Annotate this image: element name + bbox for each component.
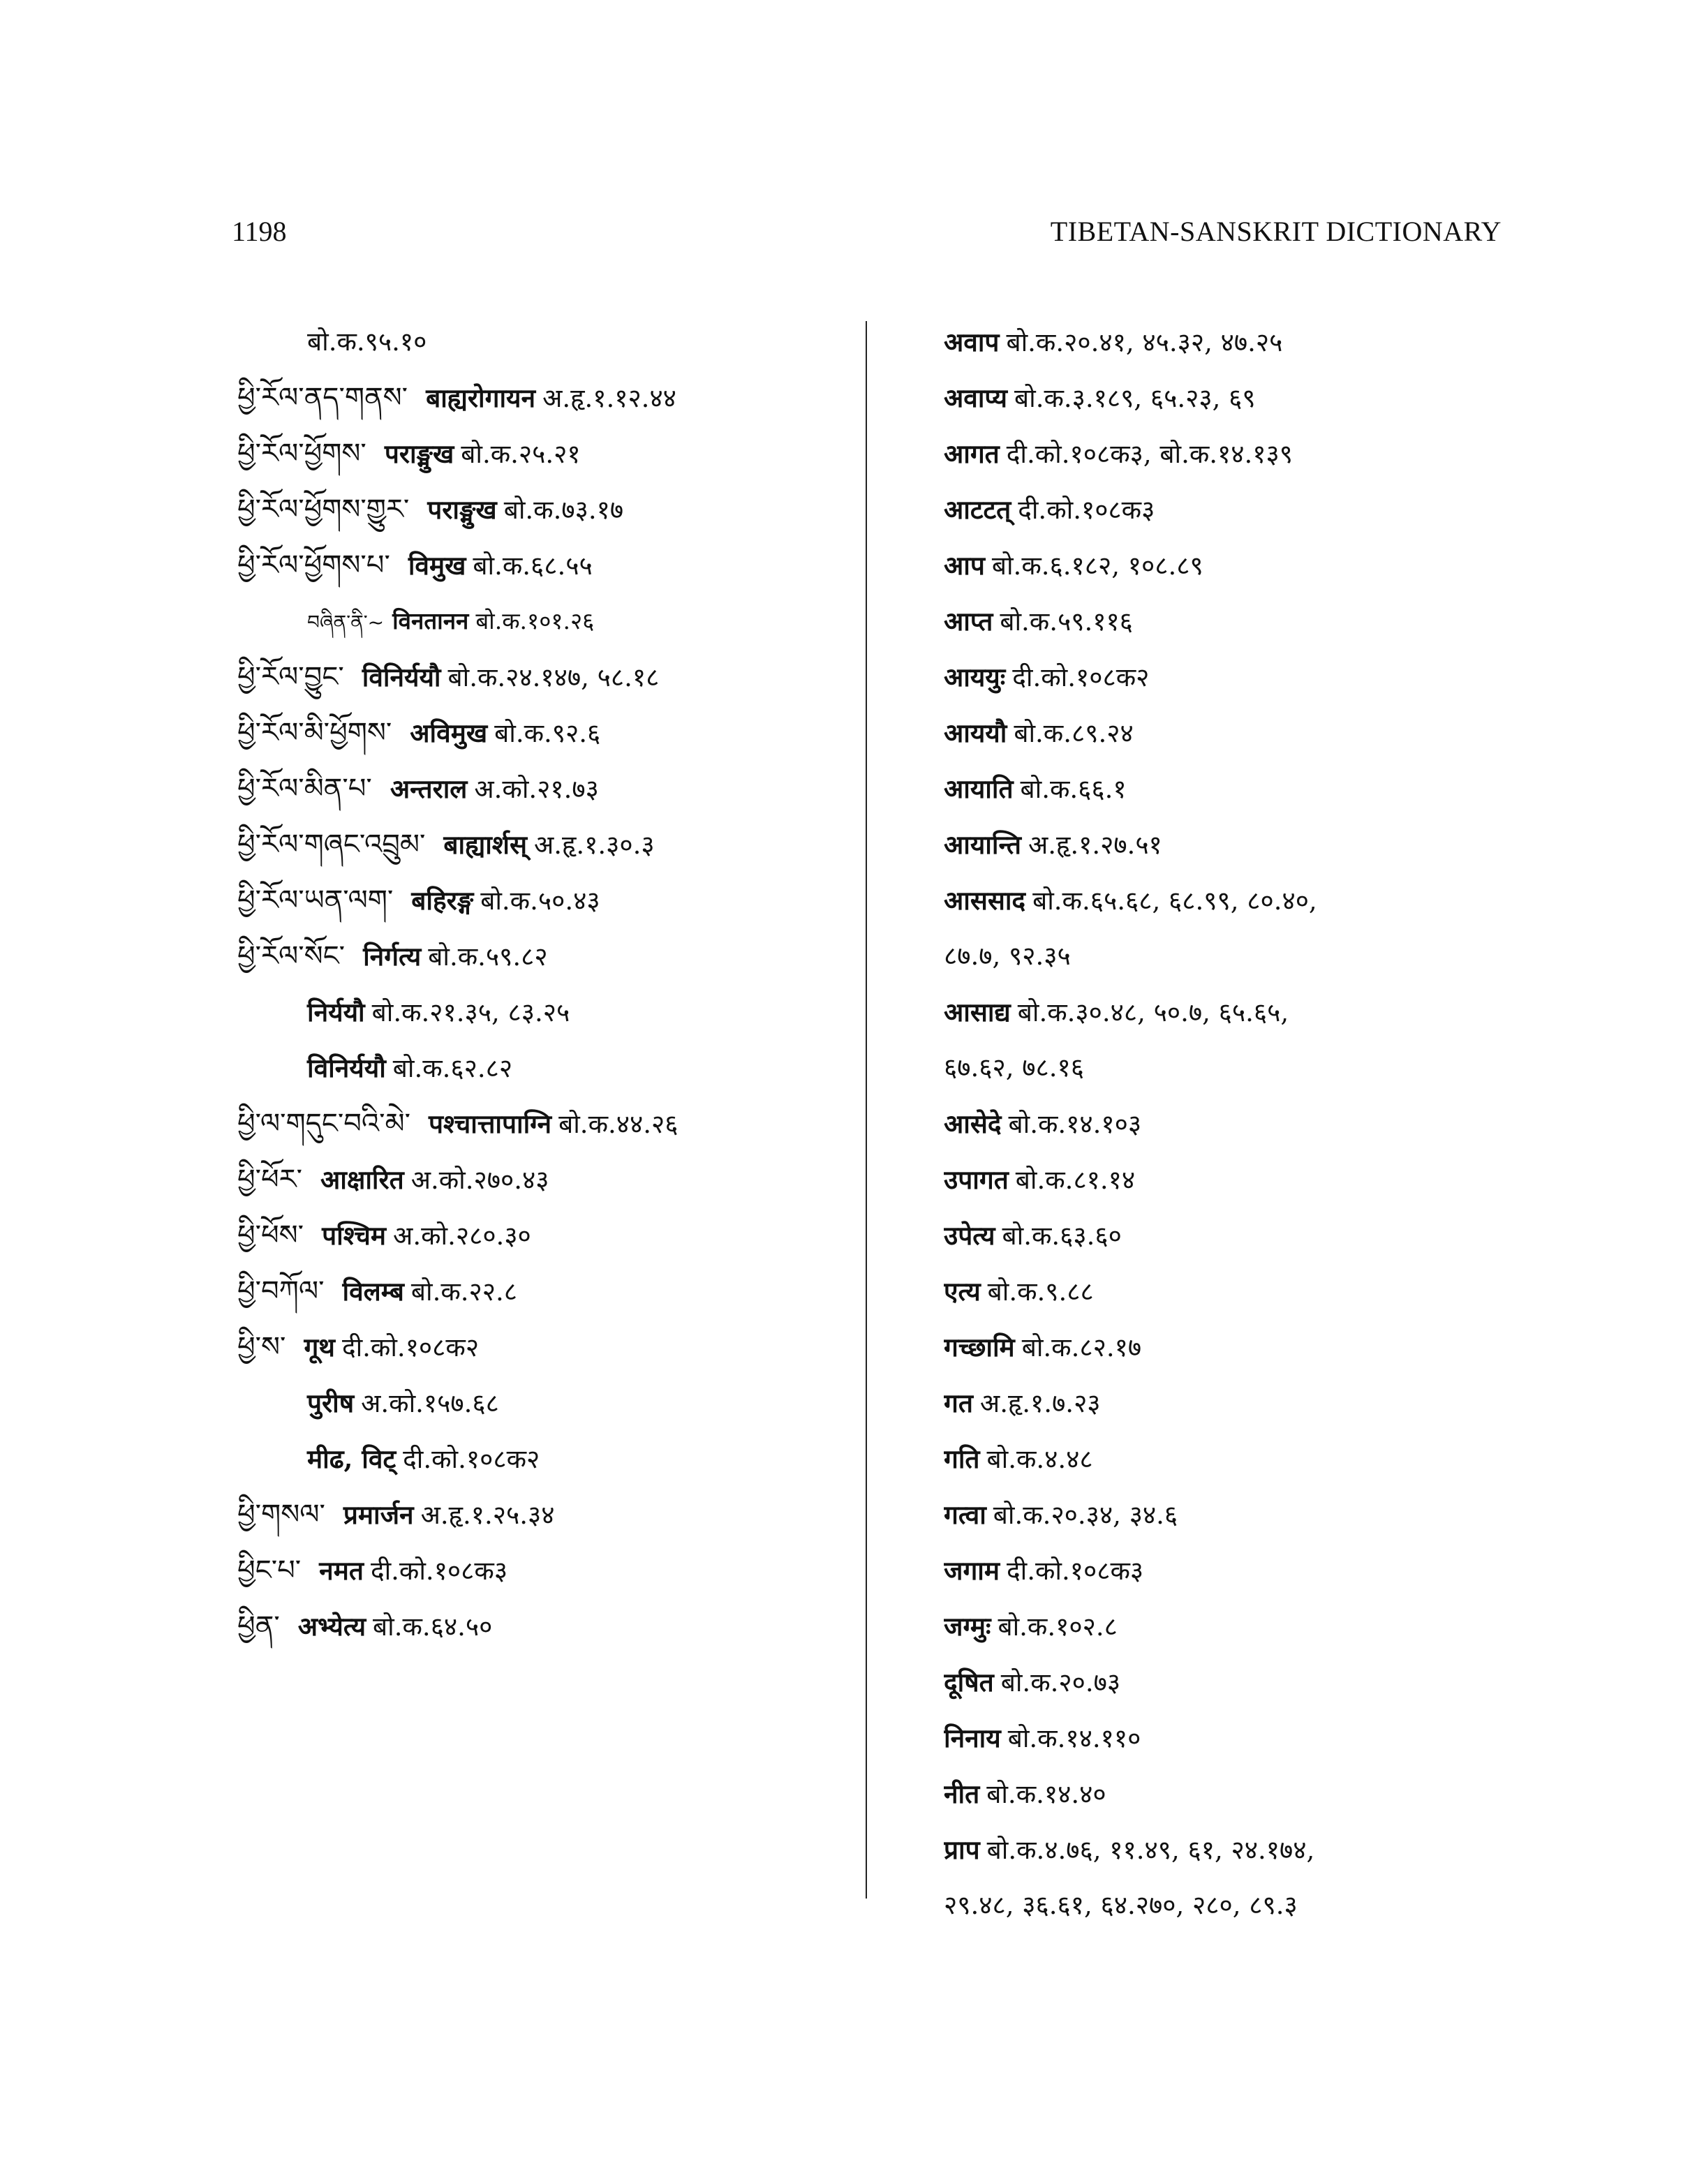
sanskrit-equivalent: आयान्ति: [944, 829, 1021, 860]
running-title: TIBETAN-SANSKRIT DICTIONARY: [1050, 216, 1502, 247]
source-reference: दी.को.१०८क२: [403, 1444, 540, 1474]
tibetan-headword: ཕྱི་རོལ་མིན་པ་: [237, 773, 372, 805]
tibetan-headword: ཕྱི་ཕོར་: [237, 1164, 302, 1196]
source-reference: अ.हृ.१.२५.३४: [420, 1500, 555, 1530]
sanskrit-equivalent: नीत: [944, 1778, 980, 1809]
dictionary-entry: [237, 370, 852, 426]
sanskrit-equivalent: नमत: [319, 1555, 364, 1586]
dictionary-entry: [237, 1543, 852, 1598]
dictionary-entry: [944, 1543, 1544, 1598]
source-reference: बो.क.२४.१४७, ५८.१८: [447, 662, 660, 692]
source-reference: बो.क.१४.४०: [986, 1779, 1106, 1809]
source-reference: बो.क.२०.३४, ३४.६: [993, 1500, 1178, 1530]
sanskrit-equivalent: निर्ययौ: [307, 997, 365, 1027]
source-reference: अ.हृ.१.७.२३: [979, 1388, 1101, 1418]
tibetan-headword: ཕྱིང་པ་: [237, 1554, 302, 1587]
source-reference: बो.क.९५.१०: [307, 327, 427, 357]
dictionary-entry: [237, 928, 852, 984]
dictionary-entry: [944, 817, 1544, 872]
sanskrit-equivalent: आयाति: [944, 773, 1014, 804]
source-reference: अ.को.२१.७३: [474, 774, 599, 804]
sanskrit-equivalent: अन्तराल: [390, 773, 468, 804]
sanskrit-equivalent: एत्य: [944, 1276, 981, 1307]
dictionary-entry: [237, 1208, 852, 1263]
dictionary-entry: [237, 593, 852, 649]
sanskrit-equivalent: गच्छामि: [944, 1332, 1015, 1362]
source-reference: ८७.७, ९२.३५: [944, 941, 1071, 971]
source-reference: बो.क.२०.४१, ४५.३२, ४७.२५: [1006, 327, 1283, 357]
sanskrit-equivalent: उपेत्य: [944, 1220, 995, 1251]
dictionary-entry: [944, 872, 1544, 928]
tibetan-headword: ཕྱི་བཀོལ་: [237, 1275, 325, 1307]
dictionary-entry: [944, 314, 1544, 370]
source-reference: अ.हृ.१.१२.४४: [542, 383, 676, 413]
source-reference: बो.क.६.१८२, १०८.८९: [991, 551, 1203, 581]
dictionary-entry: [944, 761, 1544, 817]
entry-continuation: [944, 928, 1544, 984]
dictionary-entry: [944, 1096, 1544, 1152]
source-reference: दी.को.१०८क२: [1012, 662, 1150, 692]
sanskrit-equivalent: मीढ, विट्: [307, 1443, 396, 1474]
sanskrit-equivalent: जगाम: [944, 1555, 1000, 1586]
dictionary-entry: [944, 482, 1544, 537]
dictionary-entry: [944, 1152, 1544, 1208]
dictionary-entry: [944, 537, 1544, 593]
dictionary-entry: [237, 482, 852, 537]
dictionary-entry: [944, 1710, 1544, 1766]
source-reference: बो.क.६६.१: [1020, 774, 1127, 804]
dictionary-entry: [237, 1152, 852, 1208]
source-reference: बो.क.९२.६: [494, 718, 601, 748]
sanskrit-equivalent: गति: [944, 1443, 980, 1474]
dictionary-entry: [944, 1766, 1544, 1822]
source-reference: अ.हृ.१.२७.५१: [1028, 830, 1162, 860]
dictionary-entry: [237, 1487, 852, 1543]
entry-continuation: [944, 1040, 1544, 1096]
sanskrit-equivalent: आटटत्: [944, 494, 1011, 525]
source-reference: दी.को.१०८क३: [1007, 1556, 1144, 1586]
dictionary-entry: [237, 1319, 852, 1375]
page-header: [0, 208, 1690, 257]
source-reference: बो.क.७३.१७: [503, 495, 624, 525]
source-reference: बो.क.१४.११०: [1007, 1723, 1141, 1753]
dictionary-entry: [237, 1096, 852, 1152]
sanskrit-equivalent: विलम्ब: [342, 1276, 404, 1307]
dictionary-entry: [237, 817, 852, 872]
dictionary-entry: [944, 370, 1544, 426]
source-reference: बो.क.२०.७३: [1000, 1667, 1121, 1698]
tibetan-headword: ཕྱི་ཕོས་: [237, 1219, 304, 1251]
sanskrit-equivalent: आययौ: [944, 718, 1007, 748]
dictionary-entry: [944, 593, 1544, 649]
sanskrit-equivalent: जग्मुः: [944, 1611, 991, 1642]
dictionary-entry: [237, 426, 852, 482]
sanskrit-equivalent: अविमुख: [410, 718, 488, 748]
dictionary-entry: [237, 1431, 852, 1487]
sanskrit-equivalent: पराङ्मुख: [427, 494, 497, 525]
tibetan-headword: ཕྱི་རོལ་ནད་གནས་: [237, 382, 408, 414]
entry-continuation: [944, 1878, 1544, 1933]
dictionary-entry: [237, 1598, 852, 1654]
source-reference: बो.क.५९.८२: [428, 942, 548, 972]
source-reference: ६७.६२, ७८.१६: [944, 1053, 1084, 1083]
sanskrit-equivalent: आगत: [944, 438, 1000, 469]
sanskrit-equivalent: गूथ: [304, 1332, 335, 1362]
dictionary-entry: [237, 314, 852, 370]
sanskrit-equivalent: विमुख: [408, 550, 466, 581]
sanskrit-equivalent: आक्षारित: [320, 1164, 404, 1195]
dictionary-entry: [944, 984, 1544, 1040]
dictionary-entry: [944, 1375, 1544, 1431]
sanskrit-equivalent: आययुः: [944, 662, 1006, 692]
sanskrit-equivalent: पराङ्मुख: [384, 438, 454, 469]
dictionary-entry: [944, 1431, 1544, 1487]
source-reference: अ.को.१५७.६८: [361, 1388, 499, 1418]
sanskrit-equivalent: आसेदे: [944, 1108, 1002, 1139]
dictionary-entry: [237, 1040, 852, 1096]
sanskrit-equivalent: अवाप: [944, 327, 1000, 357]
sanskrit-equivalent: अवाप्य: [944, 382, 1008, 413]
source-reference: बो.क.८१.१४: [1015, 1165, 1136, 1195]
sanskrit-equivalent: विनिर्ययौ: [307, 1053, 386, 1083]
source-reference: बो.क.६३.६०: [1002, 1221, 1122, 1251]
tibetan-headword: ཕྱི་རོལ་བྱུང་: [237, 661, 344, 693]
dictionary-entry: [237, 649, 852, 705]
dictionary-entry: [944, 1319, 1544, 1375]
sanskrit-equivalent: विनतानन: [392, 607, 469, 634]
sanskrit-equivalent: आससाद: [944, 885, 1026, 916]
sanskrit-equivalent: आसाद्य: [944, 997, 1011, 1027]
source-reference: बो.क.५०.४३: [480, 886, 600, 916]
source-reference: २९.४८, ३६.६१, ६४.२७०, २८०, ८९.३: [944, 1890, 1298, 1920]
tibetan-headword: ཕྱི་རོལ་མི་ཕྱོགས་: [237, 717, 392, 749]
source-reference: बो.क.६८.५५: [473, 551, 593, 581]
sanskrit-equivalent: अभ्येत्य: [297, 1611, 366, 1642]
sanskrit-equivalent: आप्त: [944, 606, 993, 637]
sanskrit-equivalent: दूषित: [944, 1667, 994, 1698]
sanskrit-equivalent: पुरीष: [307, 1388, 355, 1418]
dictionary-entry: [944, 1598, 1544, 1654]
dictionary-entry: [237, 984, 852, 1040]
dictionary-entry: [944, 426, 1544, 482]
sanskrit-equivalent: पश्चिम: [322, 1220, 387, 1251]
dictionary-entry: [944, 1654, 1544, 1710]
source-reference: बो.क.१०२.८: [998, 1612, 1118, 1642]
source-reference: बो.क.८९.२४: [1014, 718, 1134, 748]
source-reference: बो.क.३०.४८, ५०.७, ६५.६५,: [1017, 997, 1289, 1027]
right-column: [944, 314, 1544, 1933]
dictionary-entry: [944, 705, 1544, 761]
sanskrit-equivalent: आप: [944, 550, 985, 581]
source-reference: बो.क.२५.२१: [461, 439, 581, 469]
source-reference: दी.को.१०८क३, बो.क.१४.१३९: [1006, 439, 1294, 469]
sanskrit-equivalent: निर्गत्य: [363, 941, 422, 972]
source-reference: बो.क.५९.११६: [1000, 607, 1133, 637]
tibetan-headword: བཞིན་ནི་~: [307, 611, 385, 634]
sanskrit-equivalent: बहिरङ्ग: [411, 885, 474, 916]
left-column: [237, 314, 852, 1654]
source-reference: बो.क.१४.१०३: [1008, 1109, 1142, 1139]
source-reference: बो.क.४.४८: [986, 1444, 1093, 1474]
tibetan-headword: ཕྱིན་: [237, 1610, 280, 1642]
source-reference: बो.क.४४.२६: [558, 1109, 679, 1139]
tibetan-headword: ཕྱི་རོལ་ཕྱོགས་པ་: [237, 549, 390, 581]
dictionary-entry: [944, 649, 1544, 705]
source-reference: बो.क.४.७६, ११.४९, ६१, २४.१७४,: [986, 1835, 1315, 1865]
sanskrit-equivalent: बाह्यार्शस्: [443, 829, 527, 860]
sanskrit-equivalent: बाह्यरोगायन: [426, 382, 536, 413]
sanskrit-equivalent: उपागत: [944, 1164, 1009, 1195]
dictionary-entry: [944, 1487, 1544, 1543]
tibetan-headword: ཕྱི་རོལ་ཡན་ལག་: [237, 884, 394, 916]
source-reference: दी.को.१०८क२: [341, 1332, 480, 1362]
column-divider: [866, 321, 867, 1899]
sanskrit-equivalent: गत: [944, 1388, 973, 1418]
page-number: 1198: [232, 216, 287, 247]
sanskrit-equivalent: गत्वा: [944, 1499, 986, 1530]
source-reference: दी.को.१०८क३: [370, 1556, 508, 1586]
sanskrit-equivalent: विनिर्ययौ: [362, 662, 441, 692]
source-reference: बो.क.८२.१७: [1021, 1332, 1142, 1362]
source-reference: अ.को.२८०.३०: [393, 1221, 531, 1251]
source-reference: बो.क.६४.५०: [373, 1612, 493, 1642]
source-reference: बो.क.३.१८९, ६५.२३, ६९: [1014, 383, 1256, 413]
sanskrit-equivalent: प्राप: [944, 1834, 980, 1865]
source-reference: बो.क.६२.८२: [392, 1053, 513, 1083]
sanskrit-equivalent: निनाय: [944, 1723, 1001, 1753]
dictionary-entry: [237, 761, 852, 817]
tibetan-headword: ཕྱི་ལ་གདུང་བའི་མེ་: [237, 1108, 410, 1140]
tibetan-headword: ཕྱི་ས་: [237, 1331, 286, 1363]
tibetan-headword: ཕྱི་རོལ་གཞང་འབྲུམ་: [237, 829, 426, 861]
dictionary-entry: [944, 1263, 1544, 1319]
tibetan-headword: ཕྱི་རོལ་ཕྱོགས་གྱུར་: [237, 493, 410, 526]
dictionary-entry: [237, 1263, 852, 1319]
source-reference: बो.क.१०१.२६: [475, 607, 595, 634]
dictionary-entry: [944, 1208, 1544, 1263]
source-reference: बो.क.९.८८: [987, 1277, 1094, 1307]
dictionary-entry: [237, 537, 852, 593]
source-reference: बो.क.२२.८: [410, 1277, 518, 1307]
source-reference: बो.क.२१.३५, ८३.२५: [371, 997, 570, 1027]
tibetan-headword: ཕྱི་རོལ་ཕྱོགས་: [237, 438, 366, 470]
tibetan-headword: ཕྱི་གསལ་: [237, 1499, 325, 1531]
source-reference: दी.को.१०८क३: [1018, 495, 1155, 525]
sanskrit-equivalent: पश्चात्तापाग्नि: [429, 1108, 552, 1139]
source-reference: अ.हृ.१.३०.३: [533, 830, 655, 860]
sanskrit-equivalent: प्रमार्जन: [343, 1499, 414, 1530]
source-reference: अ.को.२७०.४३: [410, 1165, 549, 1195]
dictionary-entry: [944, 1822, 1544, 1878]
tibetan-headword: ཕྱི་རོལ་སོང་: [237, 940, 346, 972]
source-reference: बो.क.६५.६८, ६८.९९, ८०.४०,: [1032, 886, 1317, 916]
dictionary-entry: [237, 1375, 852, 1431]
dictionary-entry: [237, 872, 852, 928]
dictionary-entry: [237, 705, 852, 761]
